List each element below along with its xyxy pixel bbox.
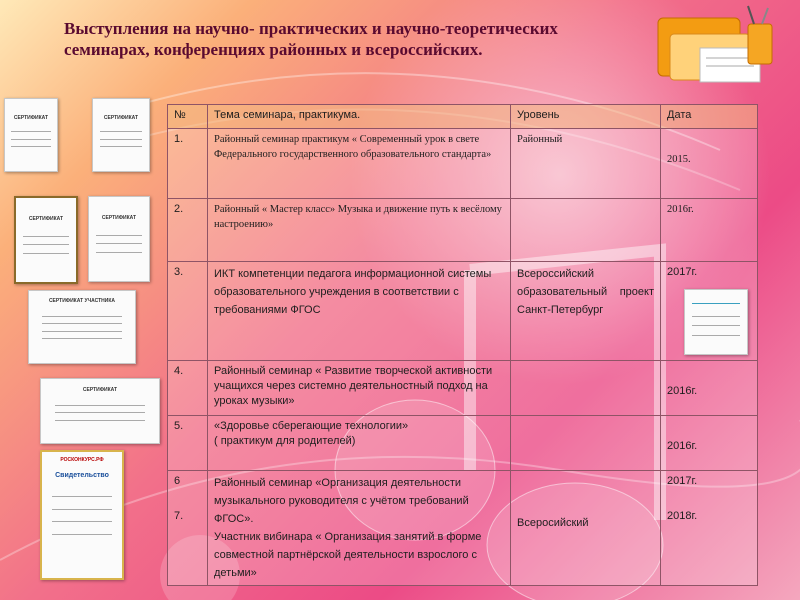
cell-topic: Районный « Мастер класс» Музыка и движение путь к весёлому настроению» <box>208 199 511 262</box>
cell-date: 2016г. <box>661 199 758 262</box>
date-line: 2018г. <box>667 510 698 522</box>
table-row <box>168 129 758 199</box>
certificate-label: СЕРТИФИКАТ <box>13 114 49 121</box>
cell-level <box>511 471 661 586</box>
date-line: 2017г. <box>667 475 698 487</box>
certificate-label: СЕРТИФИКАТ <box>82 386 118 393</box>
cell-date <box>661 361 758 416</box>
cell-topic: Районный семинар практикум « Современный урок в свете Федерального государственного образовательного стандарта» <box>208 129 511 199</box>
topic-line: Участник вибинара « Организация занятий в форме совместной партнёрской деятельности взрослого с детьми» <box>214 531 482 579</box>
cell-topic: Районный семинар « Развитие творческой активности учащихся через системно деятельностный подход на уроках музыки» <box>208 361 511 416</box>
number-line: 6 <box>174 475 181 487</box>
table-row <box>168 199 758 262</box>
number-line: 7. <box>174 510 184 522</box>
cell-date <box>661 471 758 586</box>
cell-topic <box>208 416 511 471</box>
certificate-label: СЕРТИФИКАТ <box>103 114 139 121</box>
date-text: 2016г. <box>667 440 698 452</box>
cell-level <box>511 361 661 416</box>
level-text: Всеросийский <box>517 517 589 529</box>
topic-line: Районный семинар «Организация деятельности музыкального руководителя с учётом требований ФГОС». <box>214 477 469 525</box>
certificate-label: РОСКОНКУРС.РФ <box>60 457 104 464</box>
table-row <box>168 471 758 586</box>
header-topic: Тема семинара, практикума. <box>208 105 511 129</box>
folder-icon <box>656 4 782 90</box>
certificate-sublabel: Свидетельство <box>55 472 109 480</box>
cell-level: Районный <box>511 129 661 199</box>
certificate-label: СЕРТИФИКАТ УЧАСТНИКА <box>48 298 116 305</box>
cell-level <box>511 199 661 262</box>
cell-level: Всероссийский образовательный проект Санкт-Петербург <box>511 262 661 361</box>
table-row <box>168 262 758 361</box>
certificate-thumbnail <box>28 290 136 364</box>
slide-title: Выступления на научно- практических и научно-теоретических семинарах, конференциях районных и всероссийских. <box>64 19 558 59</box>
cell-number: 2. <box>168 199 208 262</box>
seminars-table <box>167 104 758 586</box>
cell-number: 3. <box>168 262 208 361</box>
cell-date <box>661 129 758 199</box>
cell-date: 2017г. <box>661 262 758 361</box>
cell-number <box>168 471 208 586</box>
table-header-row <box>168 105 758 129</box>
cell-topic: ИКТ компетенции педагога информационной системы образовательного учреждения в соответствии с требованиями ФГОС <box>208 262 511 361</box>
cell-number: 1. <box>168 129 208 199</box>
certificate-thumbnail <box>14 196 78 284</box>
cell-number: 4. <box>168 361 208 416</box>
cell-date <box>661 416 758 471</box>
header-date: Дата <box>661 105 758 129</box>
certificate-thumbnail <box>40 378 160 444</box>
table-row <box>168 416 758 471</box>
certificate-label: СЕРТИФИКАТ <box>101 215 137 222</box>
cell-number: 5. <box>168 416 208 471</box>
topic-line: ( практикум для родителей) <box>214 435 356 447</box>
cell-level <box>511 416 661 471</box>
topic-line: «Здоровье сберегающие технологии» <box>214 420 409 432</box>
diploma-thumbnail <box>684 289 748 355</box>
header-level: Уровень <box>511 105 661 129</box>
header-number: № <box>168 105 208 129</box>
table-row <box>168 361 758 416</box>
certificate-thumbnail <box>92 98 150 172</box>
cell-topic <box>208 471 511 586</box>
certificate-thumbnail <box>40 450 124 580</box>
date-text: 2015. <box>667 154 691 165</box>
certificate-label: СЕРТИФИКАТ <box>28 216 64 223</box>
certificate-thumbnail <box>88 196 150 282</box>
date-text: 2016г. <box>667 385 698 397</box>
certificate-thumbnail <box>4 98 58 172</box>
